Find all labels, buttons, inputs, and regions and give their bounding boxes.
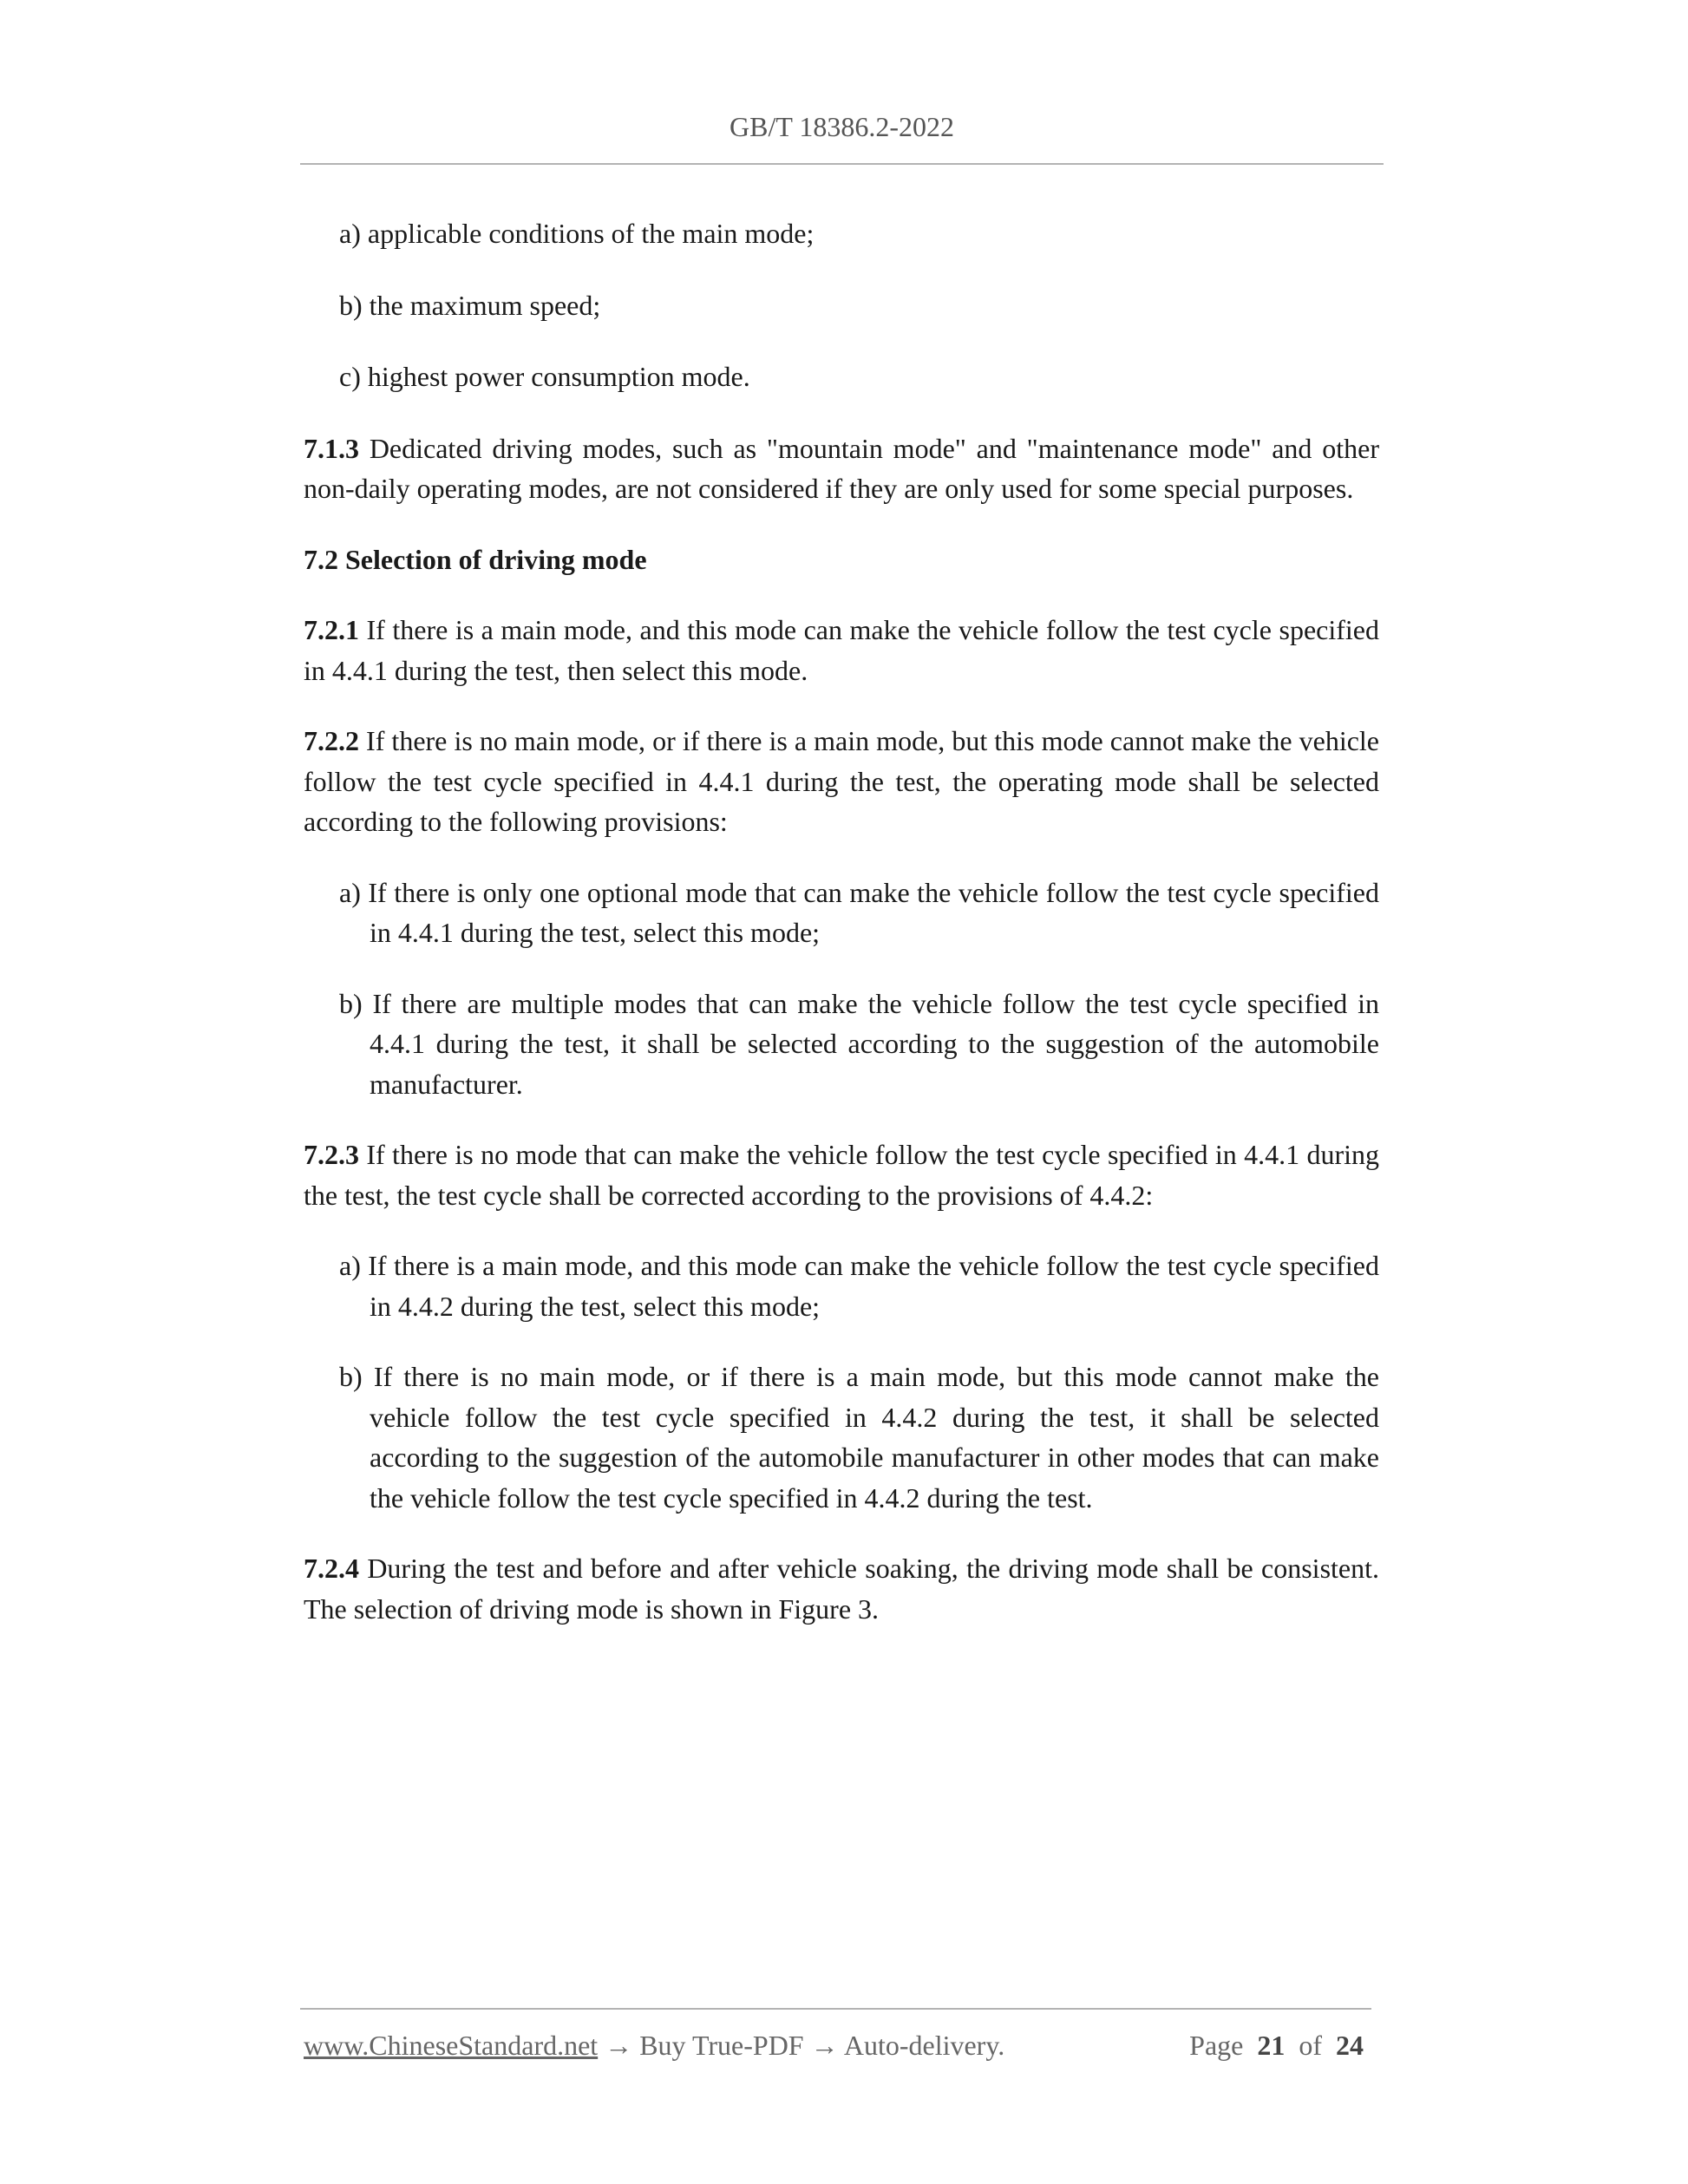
clause-7-2-2 [304,721,1379,842]
list-item: b) the maximum speed; [339,289,601,321]
list-item: b) If there are multiple modes that can make the vehicle follow the test cycle specified in 4.4.1 during the test, it shall be selected according to the suggestion of the automobile manufacturer. [339,987,1379,1100]
clause-text: Dedicated driving modes, such as "mountain mode" and "maintenance mode" and other non-daily operating modes, are not considered if they are only used for some special purposes. [304,432,1379,504]
section-heading: 7.2 Selection of driving mode [304,543,647,575]
document-body [304,213,1379,1659]
list-item: b) If there is no main mode, or if there is a main mode, but this mode cannot make the vehicle follow the test cycle specified in 4.4.2 during the test, it shall be selected according to the suggestion of the automobile manufacturer in other modes that can make the vehicle follow the test cycle specified in 4.4.2 during the test. [339,1361,1379,1514]
auto-delivery-text: Auto-delivery. [843,2030,1005,2061]
arrow-right-icon: → [810,2030,839,2061]
clause-number: 7.2.3 [304,1139,359,1170]
clause-7-2-3 [304,1135,1379,1215]
list-item: a) If there is a main mode, and this mode can make the vehicle follow the test cycle specified in 4.4.2 during the test, select this mode; [339,1250,1379,1322]
page-of-label: of [1299,2030,1322,2061]
arrow-right-icon: → [605,2030,633,2061]
page-footer [304,2030,1371,2062]
page-number: 21 [1257,2030,1286,2061]
clause-text: If there is no main mode, or if there is a main mode, but this mode cannot make the vehicle follow the test cycle specified in 4.4.1 during the test, the operating mode shall be selected according to the following provisions: [304,725,1379,837]
list-item: a) applicable conditions of the main mode; [339,218,815,249]
footer-divider [300,2008,1371,2010]
website-link[interactable]: www.ChineseStandard.net [304,2030,599,2061]
clause-text: If there is no mode that can make the vehicle follow the test cycle specified in 4.4.1 during the test, the test cycle shall be corrected according to the provisions of 4.4.2: [304,1139,1379,1211]
clause-text: If there is a main mode, and this mode can make the vehicle follow the test cycle specified in 4.4.1 during the test, then select this mode. [304,614,1379,686]
clause-number: 7.2.4 [304,1553,359,1584]
clause-text: During the test and before and after vehicle soaking, the driving mode shall be consistent. The selection of driving mode is shown in Figure 3. [304,1553,1379,1625]
clause-number: 7.2.1 [304,614,359,645]
clause-number: 7.1.3 [304,432,359,464]
page-indicator [1189,2030,1364,2062]
buy-pdf-text: Buy True-PDF [639,2030,804,2061]
clause-7-1-3 [304,428,1379,509]
page-label: Page [1189,2030,1244,2061]
page-total: 24 [1336,2030,1364,2061]
list-item: a) If there is only one optional mode that can make the vehicle follow the test cycle specified in 4.4.1 during the test, select this mode; [339,876,1379,948]
page-header-title: GB/T 18386.2-2022 [730,111,954,142]
header-divider [300,163,1384,165]
clause-7-2-1 [304,610,1379,690]
list-item: c) highest power consumption mode. [339,361,750,392]
clause-7-2-4 [304,1548,1379,1629]
clause-number: 7.2.2 [304,725,359,756]
